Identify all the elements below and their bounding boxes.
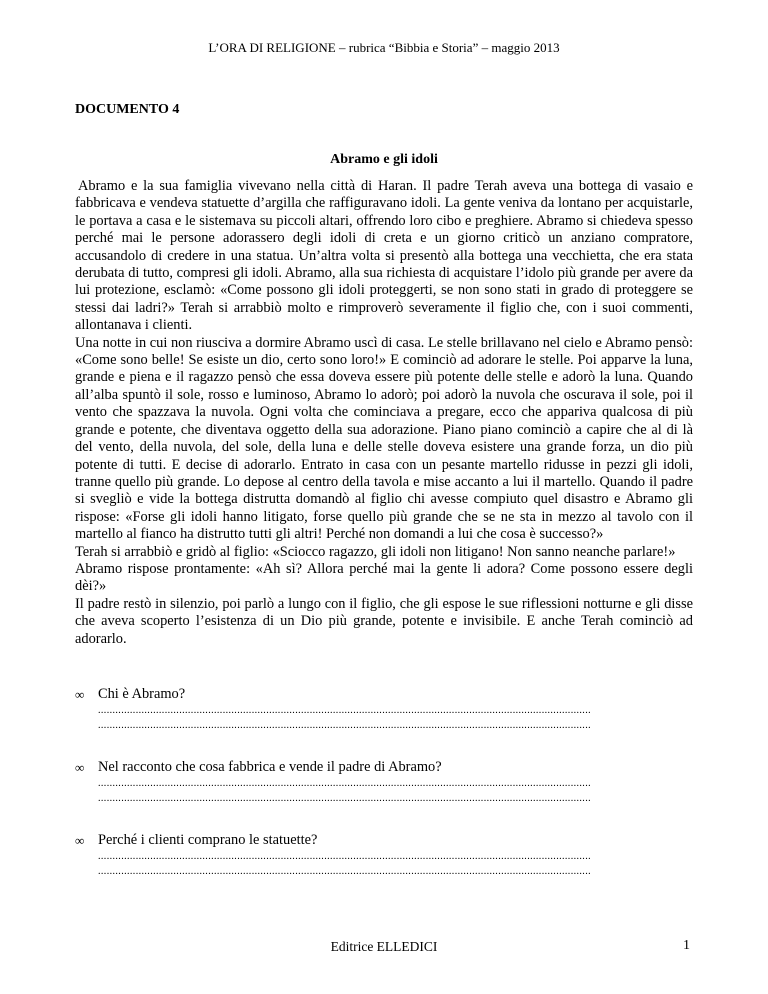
question-text: Chi è Abramo?: [98, 686, 186, 702]
infinity-bullet-icon: ∞: [75, 760, 85, 775]
story-paragraph: Una notte in cui non riusciva a dormire Abramo uscì di casa. Le stelle brillavano nel cielo e Abramo pensò: «Come sono belle! Se esiste un dio, certo sono loro!» E cominciò ad adorare le stelle. Poi apparve la luna, grande e piena e il ragazzo pensò che essa doveva essere più potente delle stelle e adorò la luna. Quando all’alba spuntò il sole, rosso e luminoso, Abramo lo adorò; poi adorò la nuvola che oscurava il sole, poi il vento che spazzava la nuvola. Ogni volta che cominciava a pregare, ecco che appariva qualcosa di più grande e potente, che diventava oggetto della sua adorazione. Piano piano cominciò a capire che al di là del vento, della nuvola, del sole, della luna e delle stelle doveva esistere una grande forza, un dio più potente di tutti. E decise di adorarlo. Entrato in casa con un pesante martello ridusse in pezzi gli idoli, tranne quello più grande. Lo depose al centro della tavola e mise accanto a lui il martello. Quando il padre si svegliò e vide la bottega distrutta domandò al figlio chi avesse compiuto quel disastro e Abramo gli rispose: «Forse gli idoli hanno litigato, forse quello più grande che se ne sta in mezzo al tavolo con il martello al fianco ha distrutto tutti gli altri! Perché non domandi a lui che cosa è successo?»: [75, 334, 693, 543]
story-body: [75, 178, 693, 648]
answer-line: ..........................................................................................................................................................................: [98, 705, 591, 716]
question-item: [75, 759, 695, 806]
story-paragraph: Il padre restò in silenzio, poi parlò a lungo con il figlio, che gli espose le sue riflessioni notturne e gli disse che aveva scoperto l’esistenza di un Dio più grande, potente e invisibile. E anche Terah cominciò ad adorarlo.: [75, 595, 693, 647]
answer-line: ..........................................................................................................................................................................: [98, 866, 591, 877]
document-label: DOCUMENTO 4: [75, 102, 180, 117]
question-item: [75, 686, 695, 733]
question-text: Perché i clienti comprano le statuette?: [98, 832, 318, 848]
running-header: L’ORA DI RELIGIONE – rubrica “Bibbia e Storia” – maggio 2013: [208, 40, 560, 55]
question-text: Nel racconto che cosa fabbrica e vende il padre di Abramo?: [98, 759, 442, 775]
question-list: [75, 686, 695, 905]
story-paragraph: Abramo rispose prontamente: «Ah sì? Allora perché mai la gente li adora? Come possono essere degli dèi?»: [75, 560, 693, 595]
answer-line: ..........................................................................................................................................................................: [98, 851, 591, 862]
page-number: 1: [683, 938, 690, 953]
story-paragraph: Terah si arrabbiò e gridò al figlio: «Sciocco ragazzo, gli idoli non litigano! Non sanno neanche parlare!»: [75, 543, 676, 560]
infinity-bullet-icon: ∞: [75, 687, 85, 702]
question-item: [75, 832, 695, 879]
answer-line: ..........................................................................................................................................................................: [98, 793, 591, 804]
answer-line: ..........................................................................................................................................................................: [98, 720, 591, 731]
story-title: Abramo e gli idoli: [330, 152, 438, 167]
publisher-footer: Editrice ELLEDICI: [330, 939, 438, 954]
infinity-bullet-icon: ∞: [75, 833, 85, 848]
answer-line: ..........................................................................................................................................................................: [98, 778, 591, 789]
story-paragraph: Abramo e la sua famiglia vivevano nella città di Haran. Il padre Terah aveva una bottega di vasaio e fabbricava e vendeva statuette d’argilla che raffiguravano idoli. La gente veniva da lontano per acquistarle, le portava a casa e le sistemava su piccoli altari, offrendo loro cibo e preghiere. Abramo si chiedeva spesso perché mai le persone adorassero degli idoli di creta e un giorno criticò un anziano compratore, accusandolo di credere in una statua. Un’altra volta si presentò alla bottega una vecchietta, che era stata derubata di tutto, compresi gli idoli. Abramo, alla sua richiesta di acquistare l’idolo più grande per avere da lui protezione, esclamò: «Come possono gli idoli proteggerti, se non sono stati in grado di proteggere se stessi dai ladri?» Terah si arrabbiò molto e rimproverò severamente il figlio che, con i suoi commenti, allontanava i clienti.: [75, 178, 693, 334]
